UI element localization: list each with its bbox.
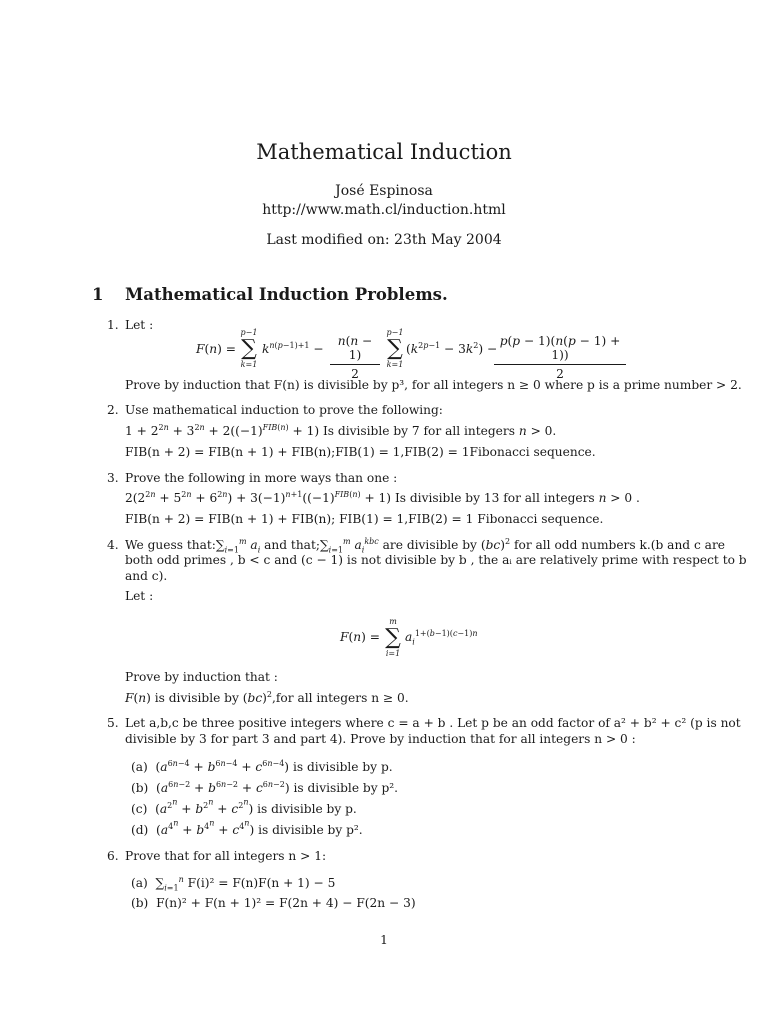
problem-4-line-1: We guess $that:\sum_{i=1}^m$ $a_i$ and $that;\sum_{i=1}^m$ $a_i^{kbc}$ are divisible by (bc)$^2$ for all odd numbers k.(b and c are <box>125 536 725 555</box>
last-modified: Last modified on: 23th May 2004 <box>266 232 502 248</box>
problem-1-number: 1. <box>107 318 119 332</box>
problem-2-tail: Is divisible by 7 for all integers <box>322 424 515 438</box>
problem-6-item-a: (a) $\sum_{i=1}^n$ F(i)² = F(n)F(n + 1) − 5 <box>131 874 336 893</box>
author-name: José Espinosa <box>335 183 433 199</box>
problem-4-number: 4. <box>107 538 119 552</box>
problem-4-let: Let : <box>125 589 154 603</box>
problem-2-expression: $1 + 2^{2n} + 3^{2n} + 2((-1)^{FIB(n)} + 1)$ Is divisible by 7 for all integers n > 0. <box>125 422 557 438</box>
problem-1-lead: Let : <box>125 318 154 332</box>
problem-3-number: 3. <box>107 471 119 485</box>
problem-3-tail: Is divisible by 13 for all integers <box>394 491 595 505</box>
problem-3-lead: Prove the following in more ways than one : <box>125 471 398 485</box>
problem-3-fibonacci: FIB(n + 2) = FIB(n + 1) + FIB(n); FIB(1) = 1,FIB(2) = 1 Fibonacci sequence. <box>125 512 604 526</box>
problem-5-item-b: (b) $(a^{6n-2} + b^{6n-2} + c^{6n-2})$ is divisible by p². <box>131 779 399 795</box>
section-number: 1 <box>92 285 104 304</box>
problem-4-line-2: both odd primes , b < c and (c − 1) is not divisible by b , the aᵢ are relatively prime with respect to b <box>125 553 747 567</box>
problem-5-item-d: (d) $(a^{4^n} + b^{4^n} + c^{4^n})$ is divisible by p². <box>131 818 363 837</box>
problem-6-item-b: (b) F(n)² + F(n + 1)² = F(2n + 4) − F(2n − 3) <box>131 896 416 910</box>
problem-2-number: 2. <box>107 403 119 417</box>
problem-3-expression: $2(2^{2n} + 5^{2n} + 6^{2n}) + 3(-1)^{n+1}((-1)^{FIB(n)} + 1)$ Is divisible by 13 for all integers n > 0 . <box>125 489 640 505</box>
problem-5-line-2: divisible by 3 for part 3 and part 4). Prove by induction that for all integers n > 0 : <box>125 732 636 746</box>
author-url[interactable]: http://www.math.cl/induction.html <box>262 202 506 218</box>
problem-1-statement: Prove by induction that F(n) is divisible by p³, for all integers n ≥ 0 where p is a prime number > 2. <box>125 378 742 392</box>
problem-4-prove: Prove by induction that : <box>125 670 278 684</box>
problem-5-number: 5. <box>107 716 119 730</box>
document-page: Mathematical Induction José Espinosa http://www.math.cl/induction.html Last modified on: 23th May 2004 1 Mathematical Induction Problems. 1. Let : F(n) = p−1 ∑ k=1 $k^{n(p-1)+1}$ − $\frac{n(n - 1)}{2}$ p−1 ∑ k=1 $(k^{2p-1} - 3k^2)$ − $\frac{p(p - 1)(n(p - 1) + 1))}{2}$ Prove by induction that F(n) is divisible by p³, for all integers n ≥ 0 where p is a prime number > 2. 2. Use mathematical induction to prove the following: $1 + 2^{2n} + 3^{2n} + 2((-1)^{FIB(n)} + 1)$ Is divisible by 7 for all integers n > 0. FIB(n + 2) = FIB(n + 1) + FIB(n);FIB(1) = 1,FIB(2) = 1Fibonacci sequence. 3. Prove the following in more ways than one : $2(2^{2n} + 5^{2n} + 6^{2n}) + 3(-1)^{n+1}((-1)^{FIB(n)} + 1)$ Is divisible by 13 for all integers n > 0 . FIB(n + 2) = FIB(n + 1) + FIB(n); FIB(1) = 1,FIB(2) = 1 Fibonacci sequence. 4. We guess $that:\sum_{i=1}^m$ $a_i$ and $that;\sum_{i=1}^m$ $a_i^{kbc}$ are divisible by (bc)$^2$ for all odd numbers k.(b and c are both odd primes , b < c and (c − 1) is not divisible by b , the aᵢ are relatively prime with respect to b and c). Let : F(n) = m ∑ i=1 $a_i^{1+(b-1)(c-1)n}$ Prove by induction that : F(n) is divisible by (bc)$^2$,for all integers n ≥ 0. 5. Let a,b,c be three positive integers where c = a + b . Let p be an odd factor of a² + b² + c² (p is not divisible by 3 for part 3 and part 4). Prove by induction that for all integers n > 0 : (a) $(a^{6n-4} + b^{6n-4} + c^{6n-4})$ is divisible by p. (b) $(a^{6n-2} + b^{6n-2} + c^{6n-2})$ is divisible by p². (c) $(a^{2^n} + b^{2^n} + c^{2^n})$ is divisible by p. (d) $(a^{4^n} + b^{4^n} + c^{4^n})$ is divisible by p². 6. Prove that for all integers n > 1: (a) $\sum_{i=1}^n$ F(i)² = F(n)F(n + 1) − 5 (b) F(n)² + F(n + 1)² = F(2n + 4) − F(2n − 3) 1 <box>0 0 768 1024</box>
problem-6-lead: Prove that for all integers n > 1: <box>125 849 327 863</box>
problem-5-item-a: (a) $(a^{6n-4} + b^{6n-4} + c^{6n-4})$ is divisible by p. <box>131 758 393 774</box>
problem-5-line-1: Let a,b,c be three positive integers where c = a + b . Let p be an odd factor of a² + b² + c² (p is not <box>125 716 741 730</box>
section-title: Mathematical Induction Problems. <box>125 285 448 304</box>
page-number: 1 <box>380 933 388 947</box>
page-title: Mathematical Induction <box>256 140 512 164</box>
problem-5-item-c: (c) $(a^{2^n} + b^{2^n} + c^{2^n})$ is divisible by p. <box>131 797 357 816</box>
problem-4-line-3: and c). <box>125 569 168 583</box>
problem-4-conclusion: F(n) is divisible by (bc)$^2$,for all integers n ≥ 0. <box>125 689 409 705</box>
problem-2-fibonacci: FIB(n + 2) = FIB(n + 1) + FIB(n);FIB(1) = 1,FIB(2) = 1Fibonacci sequence. <box>125 445 596 459</box>
problem-2-lead: Use mathematical induction to prove the following: <box>125 403 443 417</box>
problem-6-number: 6. <box>107 849 119 863</box>
